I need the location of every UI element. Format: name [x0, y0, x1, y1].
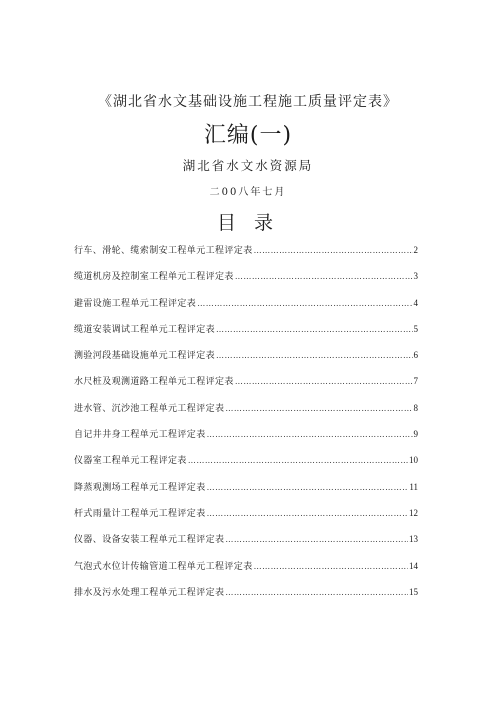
toc-entry-label: 气泡式水位计传输管道工程单元工程评定表 — [74, 561, 253, 572]
toc-entry-page: 5 — [413, 323, 418, 334]
toc-leader-dots — [235, 377, 413, 386]
toc-entry-label: 缆道机房及控制室工程单元工程评定表 — [74, 272, 234, 283]
toc-entry-page: 14 — [409, 560, 418, 571]
toc-entry-label: 降蒸观测场工程单元工程评定表 — [74, 482, 206, 493]
toc-entry-page: 8 — [413, 402, 418, 413]
toc-entry-label: 行车、滑轮、缆索制安工程单元工程评定表 — [74, 246, 253, 256]
toc-entry[interactable] — [74, 585, 418, 611]
toc-leader-dots — [207, 483, 409, 492]
document-title: 《湖北省水文基础设施工程施工质量评定表》 — [98, 94, 398, 110]
toc-entry-page: 11 — [409, 481, 418, 492]
toc-leader-dots — [225, 588, 408, 597]
toc-entry-page: 3 — [413, 271, 418, 282]
toc-entry-label: 仪器室工程单元工程评定表 — [74, 456, 187, 467]
toc-entry[interactable] — [74, 269, 418, 295]
toc-entry-page: 13 — [409, 534, 418, 545]
toc-leader-dots — [216, 325, 412, 334]
toc-entry[interactable] — [74, 453, 418, 479]
toc-leader-dots — [216, 351, 412, 360]
toc-entry[interactable] — [74, 296, 418, 322]
toc-entry[interactable] — [74, 374, 418, 400]
toc-entry[interactable] — [74, 427, 418, 453]
toc-entry[interactable] — [74, 322, 418, 348]
document-subtitle: 汇编(一) — [203, 123, 293, 148]
toc-leader-dots — [254, 246, 413, 255]
toc-leader-dots — [197, 299, 412, 308]
toc-entry-label: 缆道安装调试工程单元工程评定表 — [74, 324, 216, 335]
toc-entry-label: 仪器、设备安装工程单元工程评定表 — [74, 535, 225, 546]
toc-entry-page: 10 — [409, 455, 418, 466]
toc-leader-dots — [207, 509, 408, 518]
toc-entry-page: 6 — [413, 350, 418, 361]
toc-entry[interactable] — [74, 506, 418, 532]
toc-entry-label: 测验河段基础设施单元工程评定表 — [74, 351, 216, 362]
toc-entry-label: 排水及污水处理工程单元工程评定表 — [74, 587, 225, 598]
toc-entry[interactable] — [74, 348, 418, 374]
toc-entry-page: 12 — [409, 507, 418, 518]
toc-entry[interactable] — [74, 401, 418, 427]
toc-leader-dots — [225, 535, 408, 544]
organization-name: 湖北省水文水资源局 — [182, 158, 314, 173]
toc-leader-dots — [188, 456, 408, 465]
toc-entry-label: 进水管、沉沙池工程单元工程评定表 — [74, 403, 225, 414]
toc-entry-page: 4 — [413, 297, 418, 308]
toc-leader-dots — [225, 404, 412, 413]
toc-entry-page: 7 — [413, 376, 418, 387]
toc-leader-dots — [254, 562, 408, 571]
toc-entry-page: 9 — [413, 429, 418, 440]
toc-entry-label: 水尺桩及观测道路工程单元工程评定表 — [74, 377, 234, 388]
toc-entry[interactable] — [74, 243, 418, 269]
toc-entry[interactable] — [74, 559, 418, 585]
toc-heading: 目 录 — [216, 212, 280, 234]
toc-entry-label: 避雷设施工程单元工程评定表 — [74, 298, 197, 309]
toc-leader-dots — [207, 430, 413, 439]
toc-entry-page: 15 — [409, 586, 418, 597]
toc-entry-page: 2 — [413, 245, 418, 255]
toc-entry-label: 杆式雨量计工程单元工程评定表 — [74, 508, 206, 519]
toc-entry[interactable] — [74, 480, 418, 506]
publication-date: 二00八年七月 — [209, 187, 287, 198]
toc-leader-dots — [235, 272, 413, 281]
toc-entry[interactable] — [74, 532, 418, 558]
toc-entry-label: 自记井井身工程单元工程评定表 — [74, 430, 206, 441]
table-of-contents — [74, 243, 418, 611]
